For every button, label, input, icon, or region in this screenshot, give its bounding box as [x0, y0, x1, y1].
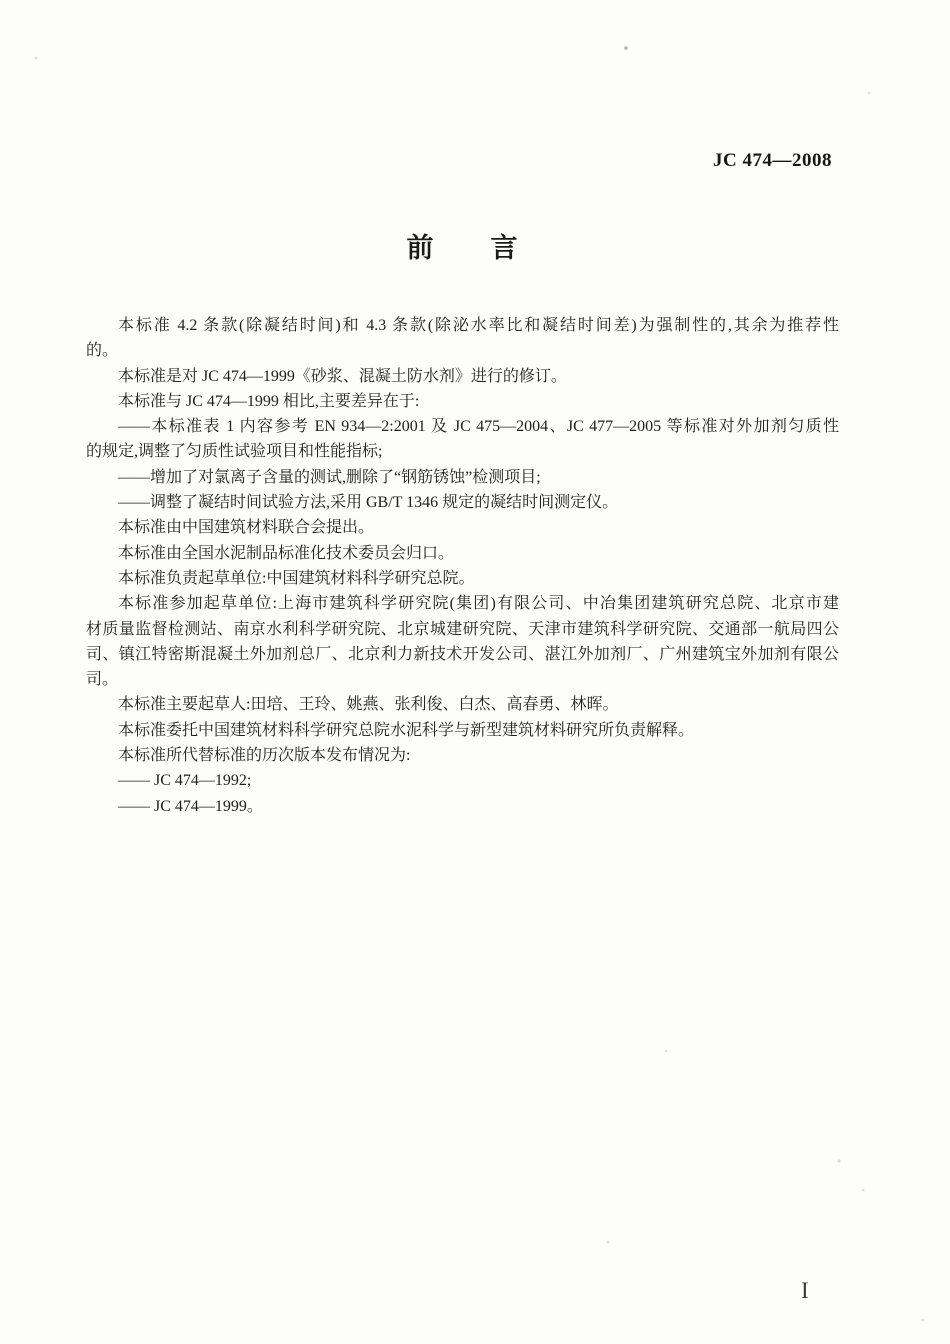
text-line: 本标准主要起草人:田培、王玲、姚燕、张利俊、白杰、高春勇、林晖。	[118, 696, 619, 714]
document-body	[86, 313, 839, 819]
text-line: ——增加了对氯离子含量的测试,删除了“钢筋锈蚀”检测项目;	[118, 468, 541, 486]
text-line: 的。	[86, 342, 119, 360]
document-title: 前 言	[406, 233, 519, 263]
text-line: —— JC 474—1992;	[118, 772, 252, 790]
text-line: 本标准由中国建筑材料联合会提出。	[118, 519, 375, 537]
text-line: ——本标准表 1 内容参考 EN 934—2:2001 及 JC 475—2004、JC 477—2005 等标准对外加剂匀质性	[118, 418, 839, 436]
scan-noise	[0, 0, 2, 2]
page-number: I	[801, 1278, 809, 1303]
standard-code: JC 474—2008	[713, 150, 832, 171]
text-line: —— JC 474—1999。	[118, 797, 263, 815]
text-line: 的规定,调整了匀质性试验项目和性能指标;	[86, 443, 383, 461]
text-line: 本标准与 JC 474—1999 相比,主要差异在于:	[118, 392, 420, 410]
text-line: 本标准负责起草单位:中国建筑材料科学研究总院。	[118, 569, 475, 587]
text-line: 材质量监督检测站、南京水利科学研究院、北京城建研究院、天津市建筑科学研究院、交通部一航局四公	[86, 620, 839, 638]
text-line: ——调整了凝结时间试验方法,采用 GB/T 1346 规定的凝结时间测定仪。	[118, 494, 619, 512]
text-line: 本标准参加起草单位:上海市建筑科学研究院(集团)有限公司、中冶集团建筑研究总院、北京市建	[118, 595, 839, 613]
text-line: 司。	[86, 671, 119, 689]
text-line: 司、镇江特密斯混凝土外加剂总厂、北京利力新技术开发公司、湛江外加剂厂、广州建筑宝外加剂有限公	[86, 645, 839, 663]
text-line: 本标准由全国水泥制品标准化技术委员会归口。	[118, 544, 455, 562]
text-line: 本标准委托中国建筑材料科学研究总院水泥科学与新型建筑材料研究所负责解释。	[118, 721, 695, 739]
text-line: 本标准 4.2 条款(除凝结时间)和 4.3 条款(除泌水率比和凝结时间差)为强制性的,其余为推荐性	[118, 317, 839, 334]
text-line: 本标准是对 JC 474—1999《砂浆、混凝土防水剂》进行的修订。	[118, 367, 567, 385]
text-line: 本标准所代替标准的历次版本发布情况为:	[118, 747, 411, 765]
